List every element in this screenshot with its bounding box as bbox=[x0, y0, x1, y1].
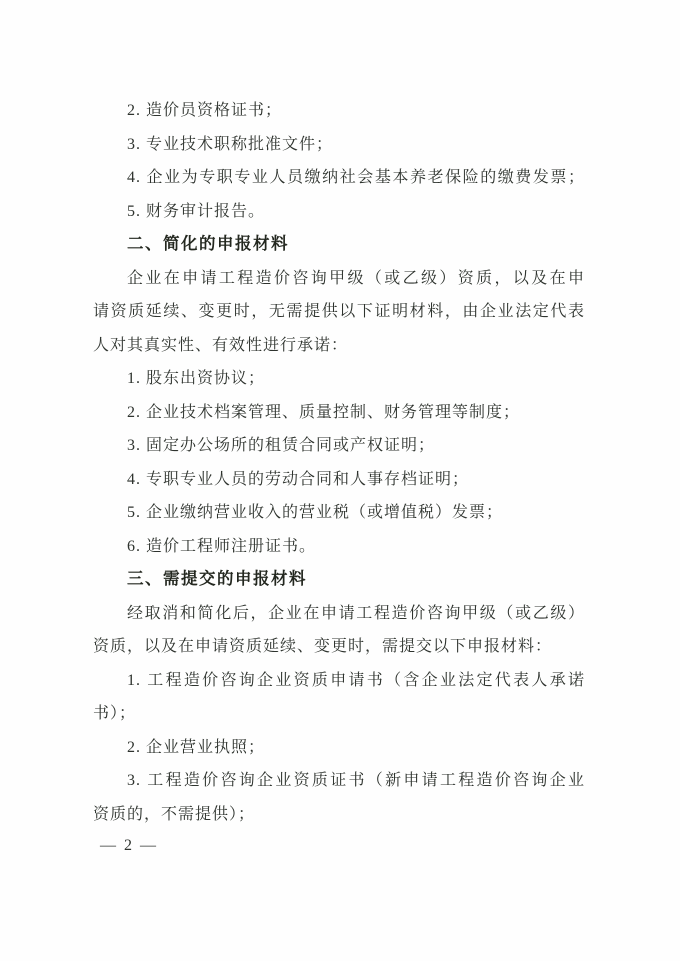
list-item: 3. 专业技术职称批准文件； bbox=[127, 135, 334, 153]
section-heading-simplified-materials: 二、简化的申报材料 bbox=[127, 235, 289, 253]
list-item-continuation: 书）； bbox=[93, 705, 137, 722]
paragraph-line: 资质，以及在申请资质延续、变更时，需提交以下申报材料： bbox=[93, 638, 553, 655]
list-item: 5. 财务审计报告。 bbox=[127, 202, 266, 220]
list-item: 2. 企业技术档案管理、质量控制、财务管理等制度； bbox=[127, 403, 521, 421]
list-item: 4. 企业为专职专业人员缴纳社会基本养老保险的缴费发票； bbox=[127, 169, 585, 186]
list-item: 3. 固定办公场所的租赁合同或产权证明； bbox=[127, 437, 436, 454]
list-item: 2. 企业营业执照； bbox=[127, 738, 266, 756]
list-item-continuation: 资质的，不需提供）； bbox=[93, 805, 256, 823]
paragraph-line: 企业在申请工程造价咨询甲级（或乙级）资质，以及在申 bbox=[127, 269, 585, 287]
paragraph-line: 请资质延续、变更时，无需提供以下证明材料，由企业法定代表 bbox=[93, 303, 585, 320]
paragraph-line: 人对其真实性、有效性进行承诺： bbox=[93, 336, 349, 354]
section-heading-required-materials: 三、需提交的申报材料 bbox=[127, 570, 307, 588]
page-number: — 2 — bbox=[100, 837, 158, 854]
list-item: 3. 工程造价咨询企业资质证书（新申请工程造价咨询企业 bbox=[127, 772, 585, 789]
list-item: 4. 专职专业人员的劳动合同和人事存档证明； bbox=[127, 470, 470, 488]
list-item: 1. 股东出资协议； bbox=[127, 370, 266, 387]
document-body bbox=[93, 94, 585, 831]
list-item: 1. 工程造价咨询企业资质申请书（含企业法定代表人承诺 bbox=[127, 671, 585, 689]
list-item: 5. 企业缴纳营业收入的营业税（或增值税）发票； bbox=[127, 504, 504, 521]
list-item: 2. 造价员资格证书； bbox=[127, 102, 283, 119]
list-item: 6. 造价工程师注册证书。 bbox=[127, 537, 317, 555]
paragraph-line: 经取消和简化后，企业在申请工程造价咨询甲级（或乙级） bbox=[127, 604, 585, 622]
